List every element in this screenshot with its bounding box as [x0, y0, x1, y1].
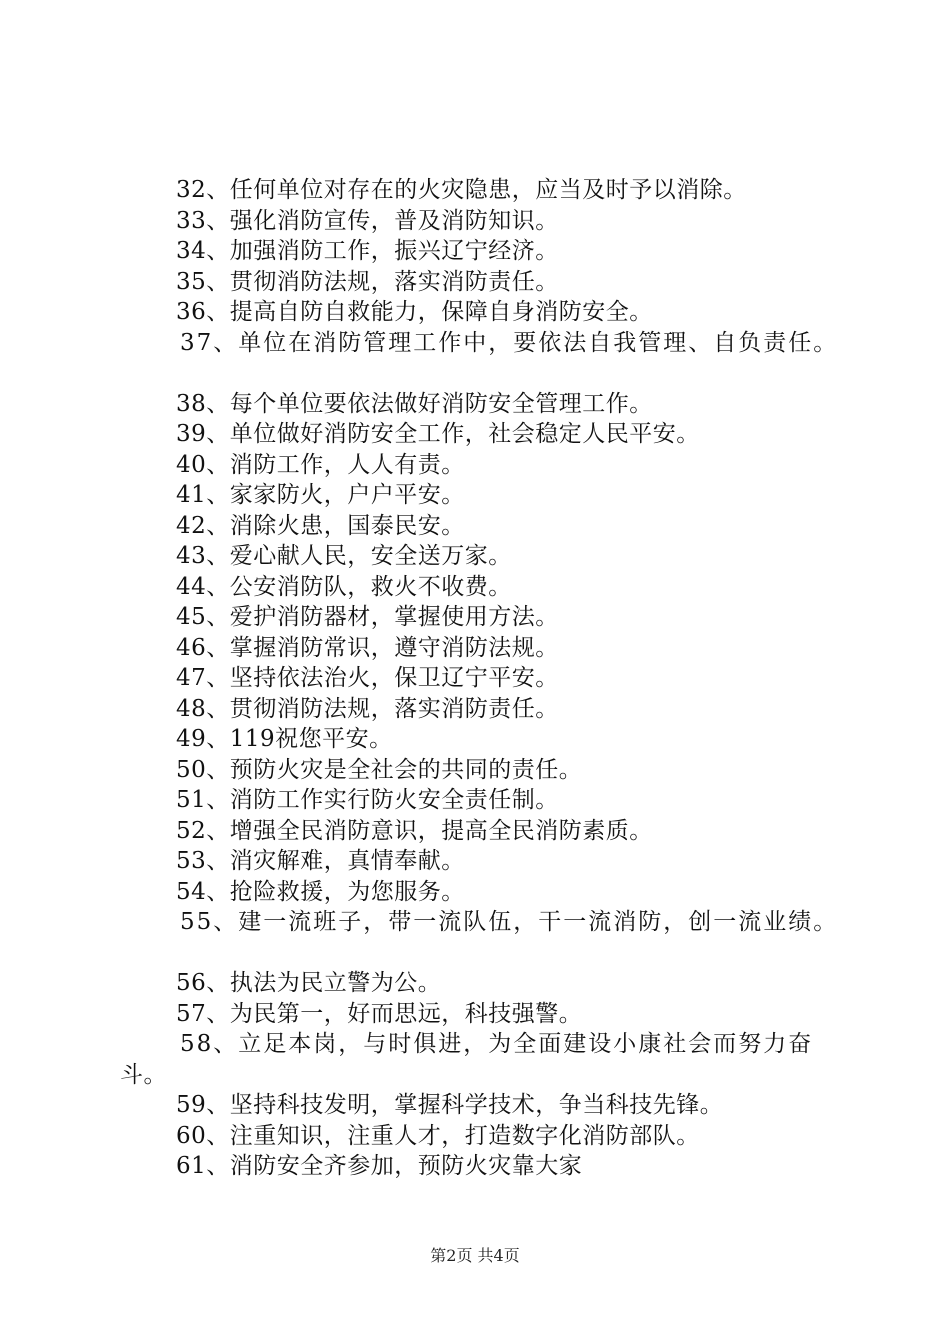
- slogan-36: 36、提高自防自救能力，保障自身消防安全。: [176, 299, 653, 325]
- slogan-41: 41、家家防火，户户平安。: [176, 482, 465, 508]
- slogan-50: 50、预防火灾是全社会的共同的责任。: [176, 756, 583, 783]
- slogan-53: 53、消灾解难，真情奉献。: [176, 848, 465, 874]
- slogan-60: 60、注重知识，注重人才，打造数字化消防部队。: [176, 1122, 700, 1149]
- slogan-34: 34、加强消防工作，振兴辽宁经济。: [176, 238, 559, 264]
- slogan-33: 33、强化消防宣传，普及消防知识。: [176, 207, 559, 234]
- slogan-37: 37、单位在消防管理工作中，要依法自我管理、自负责任。: [180, 329, 839, 356]
- slogan-list: [0, 175, 950, 1182]
- slogan-54: 54、抢险救援，为您服务。: [176, 878, 465, 905]
- paragraph-gap: [0, 938, 950, 969]
- slogan-52: 52、增强全民消防意识，提高全民消防素质。: [176, 817, 653, 844]
- slogan-35: 35、贯彻消防法规，落实消防责任。: [176, 268, 559, 295]
- slogan-59: 59、坚持科技发明，掌握科学技术，争当科技先锋。: [176, 1092, 724, 1118]
- page-footer: 第2页 共4页: [430, 1246, 520, 1265]
- slogan-51: 51、消防工作实行防火安全责任制。: [176, 787, 559, 813]
- slogan-47: 47、坚持依法治火，保卫辽宁平安。: [176, 665, 559, 691]
- slogan-48: 48、贯彻消防法规，落实消防责任。: [176, 695, 559, 722]
- slogan-38: 38、每个单位要依法做好消防安全管理工作。: [176, 390, 653, 417]
- slogan-39: 39、单位做好消防安全工作，社会稳定人民平安。: [176, 421, 700, 447]
- slogan-58-continuation: 斗。: [120, 1061, 167, 1088]
- slogan-42: 42、消除火患，国泰民安。: [176, 512, 465, 539]
- slogan-58: 58、立足本岗，与时俱进，为全面建设小康社会而努力奋: [180, 1031, 814, 1057]
- slogan-45: 45、爱护消防器材，掌握使用方法。: [176, 604, 559, 630]
- paragraph-gap: [0, 358, 950, 389]
- slogan-32: 32、任何单位对存在的火灾隐患，应当及时予以消除。: [176, 177, 747, 203]
- slogan-49: 49、119祝您平安。: [176, 726, 393, 752]
- slogan-61: 61、消防安全齐参加，预防火灾靠大家: [176, 1153, 583, 1179]
- slogan-55: 55、建一流班子，带一流队伍，干一流消防，创一流业绩。: [180, 909, 839, 935]
- slogan-56: 56、执法为民立警为公。: [176, 970, 442, 996]
- slogan-40: 40、消防工作，人人有责。: [176, 451, 465, 478]
- slogan-44: 44、公安消防队，救火不收费。: [176, 573, 512, 600]
- slogan-46: 46、掌握消防常识，遵守消防法规。: [176, 634, 559, 661]
- slogan-57: 57、为民第一，好而思远，科技强警。: [176, 1000, 583, 1027]
- slogan-43: 43、爱心献人民，安全送万家。: [176, 543, 512, 569]
